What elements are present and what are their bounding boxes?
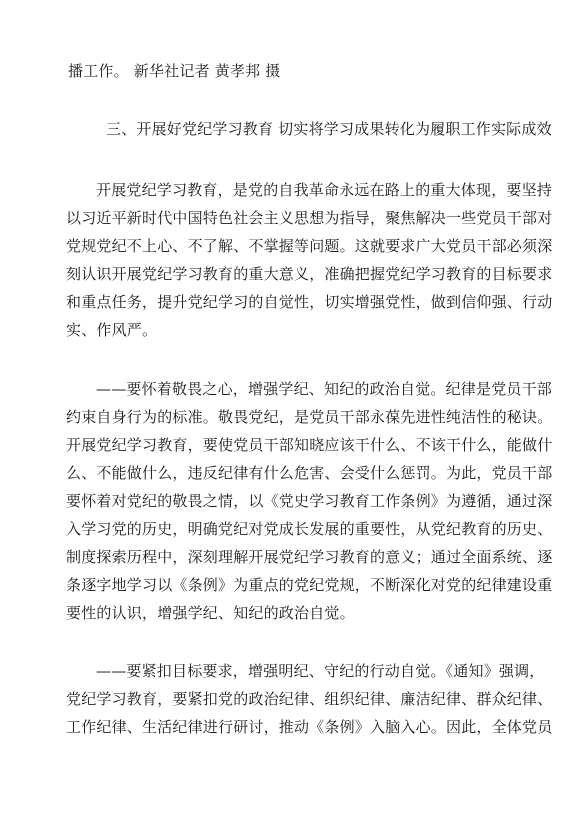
paragraph-2-line-8: 条逐字地学习以《条例》为重点的党纪党规，不断深化对党的纪律建设重 bbox=[66, 576, 553, 594]
paragraph-2-line-4: 么、不能做什么，违反纪律有什么危害、会受什么惩罚。为此，党员干部 bbox=[66, 464, 553, 482]
paragraph-2-line-9: 要性的认识，增强学纪、知纪的政治自觉。 bbox=[66, 604, 355, 622]
paragraph-1-line-3: 党规党纪不上心、不了解、不掌握等问题。这就要求广大党员干部必须深 bbox=[66, 237, 553, 255]
paragraph-3-line-2: 党纪学习教育，要紧扣党的政治纪律、组织纪律、廉洁纪律、群众纪律、 bbox=[66, 690, 553, 708]
photo-caption: 播工作。 新华社记者 黄孝邦 摄 bbox=[68, 62, 281, 80]
paragraph-1-line-5: 和重点任务，提升党纪学习的自觉性，切实增强党性，做到信仰强、行动 bbox=[66, 293, 553, 311]
paragraph-3-line-3: 工作纪律、生活纪律进行研讨，推动《条例》入脑入心。因此，全体党员 bbox=[66, 718, 553, 736]
paragraph-3-line-1: ——要紧扣目标要求，增强明纪、守纪的行动自觉。《通知》强调， bbox=[96, 662, 545, 680]
paragraph-1-line-2: 以习近平新时代中国特色社会主义思想为指导，聚焦解决一些党员干部对 bbox=[66, 209, 553, 227]
section-heading: 三、开展好党纪学习教育 切实将学习成果转化为履职工作实际成效 bbox=[106, 120, 552, 138]
paragraph-2-line-6: 入学习党的历史，明确党纪对党成长发展的重要性，从党纪教育的历史、 bbox=[66, 520, 553, 538]
paragraph-1-line-1: 开展党纪学习教育，是党的自我革命永远在路上的重大体现，要坚持 bbox=[96, 181, 553, 199]
paragraph-1-line-6: 实、作风严。 bbox=[66, 321, 158, 339]
paragraph-1-line-4: 刻认识开展党纪学习教育的重大意义，准确把握党纪学习教育的目标要求 bbox=[66, 265, 553, 283]
paragraph-2-line-1: ——要怀着敬畏之心，增强学纪、知纪的政治自觉。纪律是党员干部 bbox=[96, 380, 553, 398]
paragraph-2-line-3: 开展党纪学习教育，要使党员干部知晓应该干什么、不该干什么，能做什 bbox=[66, 436, 553, 454]
paragraph-2-line-2: 约束自身行为的标准。敬畏党纪，是党员干部永葆先进性纯洁性的秘诀。 bbox=[66, 408, 553, 426]
paragraph-2-line-7: 制度探索历程中，深刻理解开展党纪学习教育的意义；通过全面系统、逐 bbox=[66, 548, 553, 566]
paragraph-2-line-5: 要怀着对党纪的敬畏之情，以《党史学习教育工作条例》为遵循，通过深 bbox=[66, 492, 553, 510]
